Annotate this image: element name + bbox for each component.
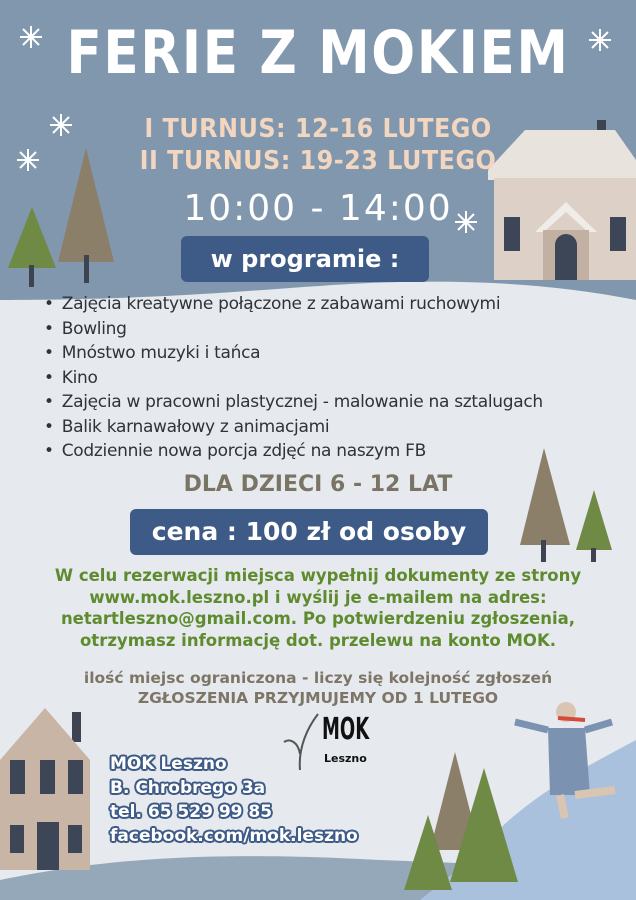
applications-line: ZGŁOSZENIA PRZYJMUJEMY OD 1 LUTEGO: [137, 689, 499, 707]
contact-facebook: facebook.com/mok.leszno: [110, 826, 358, 846]
reservation-line: otrzymasz informację dot. przelewu na konto MOK.: [79, 630, 557, 650]
logo-sub: Leszno: [324, 752, 367, 765]
contact-info: [110, 752, 358, 848]
price-badge: cena : 100 zł od osoby: [130, 509, 488, 555]
program-header: w programie :: [181, 236, 429, 282]
list-item: • Mnóstwo muzyki i tańca: [44, 341, 543, 366]
contact-name: MOK Leszno: [110, 754, 227, 774]
list-item: • Balik karnawałowy z animacjami: [44, 415, 543, 440]
reservation-line: netartleszno@gmail.com. Po potwierdzeniu zgłoszenia,: [60, 609, 576, 628]
list-item: • Codziennie nowa porcja zdjęć na naszym FB: [44, 439, 543, 464]
list-item: • Bowling: [44, 317, 543, 342]
hours: 10:00 - 14:00: [183, 188, 453, 229]
reservation-info: [0, 565, 636, 651]
reservation-line: W celu rezerwacji miejsca wypełnij dokumenty ze strony: [54, 566, 582, 585]
contact-address: B. Chrobrego 3a: [110, 778, 266, 798]
turnus-2: II TURNUS: 19-23 LUTEGO: [139, 146, 497, 176]
list-item: • Kino: [44, 366, 543, 391]
list-item: • Zajęcia w pracowni plastycznej - malowanie na sztalugach: [44, 390, 543, 415]
age-range: DLA DZIECI 6 - 12 LAT: [183, 472, 453, 497]
turnus-1: I TURNUS: 12-16 LUTEGO: [144, 114, 492, 144]
program-list: [44, 292, 543, 464]
list-item: • Zajęcia kreatywne połączone z zabawami ruchowymi: [44, 292, 543, 317]
logo-main: MOK: [322, 712, 370, 747]
reservation-line: www.mok.leszno.pl i wyślij je e-mailem na adres:: [89, 587, 547, 607]
limited-line: ilość miejsc ograniczona - liczy się kolejność zgłoszeń: [83, 669, 553, 687]
limited-info: [0, 668, 636, 708]
poster-title: FERIE Z MOKIEM: [66, 18, 570, 88]
contact-phone: tel. 65 529 99 85: [110, 802, 273, 822]
